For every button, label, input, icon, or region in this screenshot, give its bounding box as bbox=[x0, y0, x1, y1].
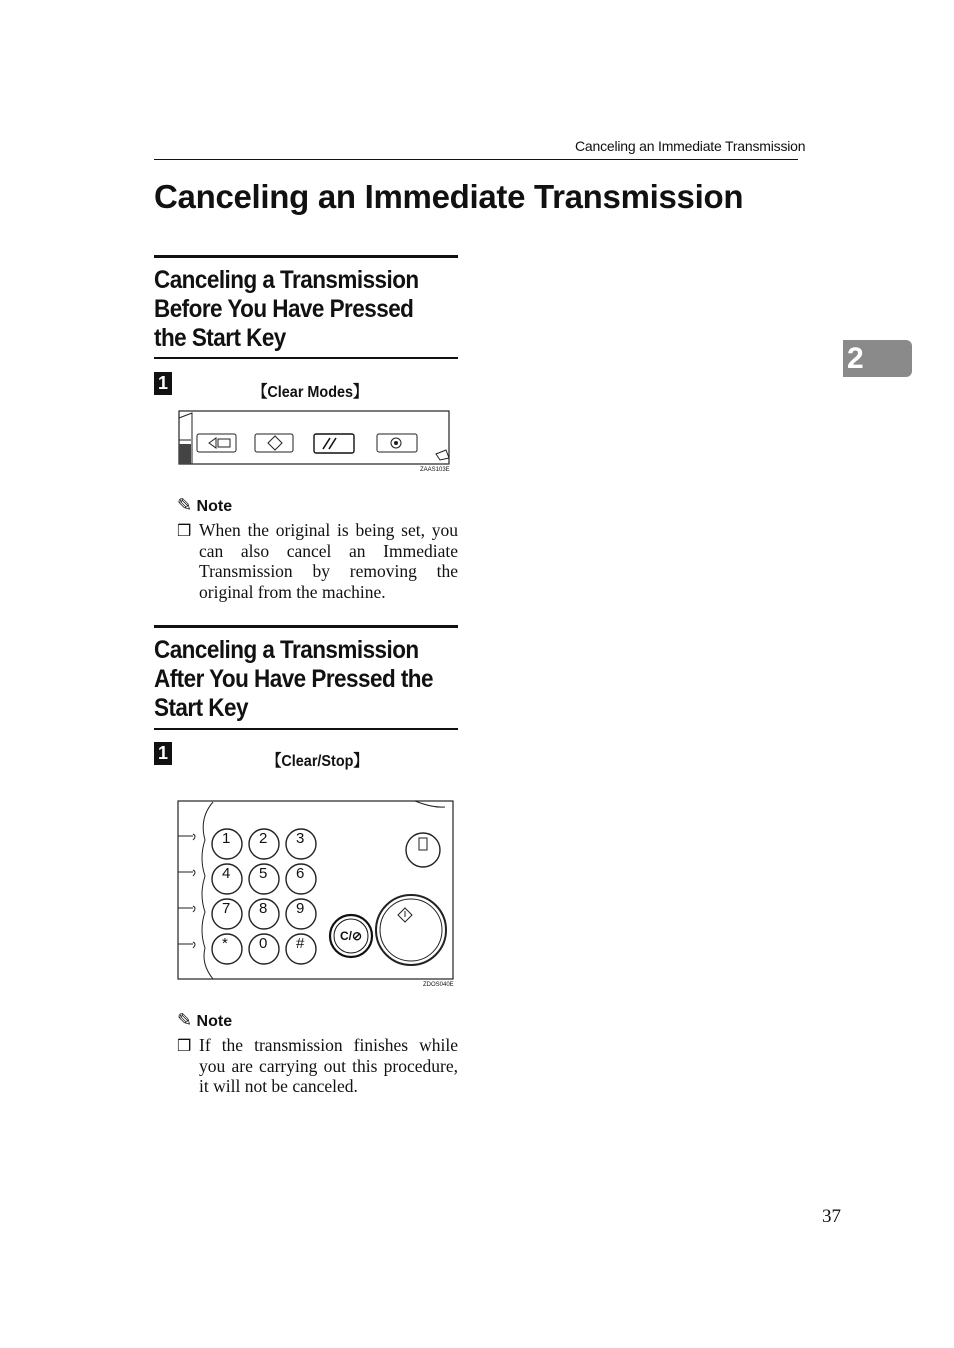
keypad-key-label: 0 bbox=[259, 935, 268, 952]
operation-panel-illustration bbox=[178, 410, 452, 470]
section-rule-top bbox=[154, 255, 458, 258]
note-header bbox=[177, 495, 232, 516]
note-text: When the original is being set, you can also cancel an Immediate Transmission by removing the original from the machine. bbox=[199, 520, 458, 603]
keypad-key-label: 6 bbox=[296, 865, 305, 882]
keypad-key-label: 5 bbox=[259, 865, 268, 882]
checkbox-bullet-icon: ❒ bbox=[177, 1038, 192, 1055]
keypad-key-label: # bbox=[296, 935, 305, 952]
keypad-key-label: 7 bbox=[222, 900, 231, 917]
fax-mode-key-icon bbox=[197, 434, 236, 452]
pencil-icon: ✎ bbox=[177, 1010, 193, 1030]
keypad-key-label: 8 bbox=[259, 900, 268, 917]
note-label: Note bbox=[196, 1013, 233, 1030]
start-key-icon bbox=[376, 895, 446, 965]
step-number-marker: 1 bbox=[154, 372, 172, 395]
header-rule bbox=[154, 159, 798, 160]
chapter-tab-number: 2 bbox=[847, 342, 864, 375]
note-text: If the transmission finishes while you are carrying out this procedure, it will not be canceled. bbox=[199, 1035, 458, 1097]
keypad-key-label: * bbox=[222, 935, 228, 952]
clear-stop-key-label: C/⊘ bbox=[340, 929, 363, 943]
section-rule-bottom bbox=[154, 357, 458, 359]
keypad-key-label: 4 bbox=[222, 865, 231, 882]
step-key-label: 【Clear Modes】 bbox=[253, 384, 368, 401]
control-panel-figure bbox=[178, 410, 452, 473]
pencil-icon: ✎ bbox=[177, 495, 193, 515]
keypad-key-label: 1 bbox=[222, 830, 231, 847]
page-title: Canceling an Immediate Transmission bbox=[154, 178, 744, 215]
keypad-figure bbox=[177, 800, 455, 990]
figure-code: ZDOS040E bbox=[423, 982, 454, 988]
keypad-key-label: 2 bbox=[259, 830, 268, 847]
checkbox-bullet-icon: ❒ bbox=[177, 523, 192, 540]
keypad-illustration bbox=[177, 800, 455, 982]
step-number-marker: 1 bbox=[154, 742, 172, 765]
running-header: Canceling an Immediate Transmission bbox=[575, 138, 806, 154]
section-heading: Canceling a Transmission Before You Have Pressed the Start Key bbox=[154, 266, 419, 352]
page-number: 37 bbox=[822, 1206, 841, 1227]
start-mode-key-icon bbox=[255, 434, 293, 452]
energy-saver-key-icon bbox=[377, 434, 417, 452]
clear-modes-key-icon bbox=[312, 422, 356, 457]
keypad-key-label: 3 bbox=[296, 830, 305, 847]
keypad-key-label: 9 bbox=[296, 900, 305, 917]
section-rule-bottom bbox=[154, 728, 458, 730]
step-key-label: 【Clear/Stop】 bbox=[267, 753, 368, 770]
note-label: Note bbox=[196, 498, 233, 515]
section-rule-top bbox=[154, 625, 458, 628]
figure-code: ZAAS103E bbox=[420, 467, 450, 473]
section-heading: Canceling a Transmission After You Have Pressed the Start Key bbox=[154, 636, 433, 722]
note-header bbox=[177, 1010, 232, 1031]
